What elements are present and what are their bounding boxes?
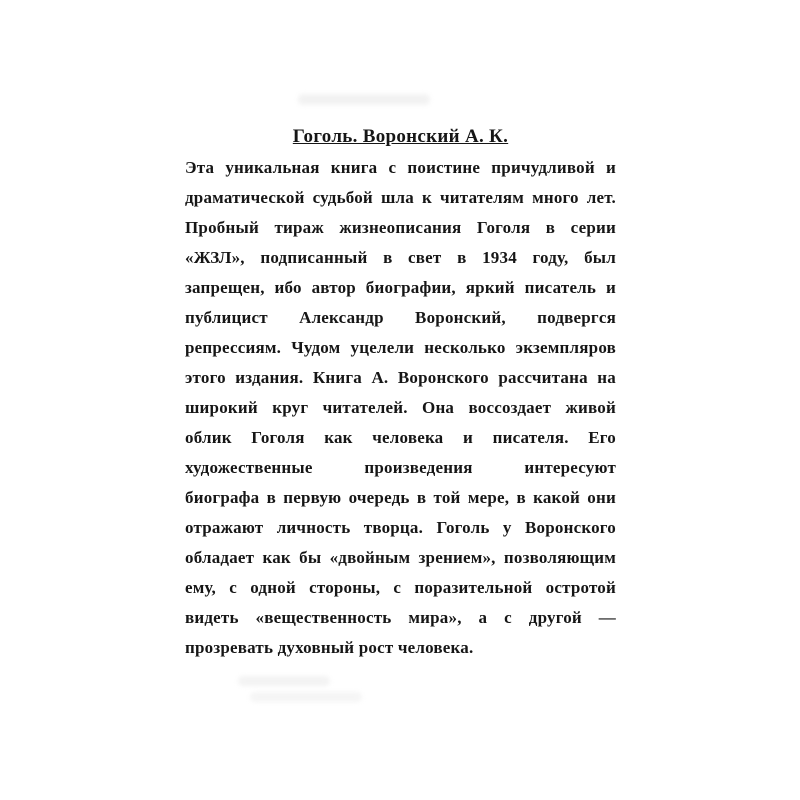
body-line: обладает как бы «двойным зрением», позволяющим (185, 548, 616, 567)
body-line: Эта уникальная книга с поистине причудливой и (185, 158, 616, 177)
body-line: облик Гоголя как человека и писателя. Его (185, 428, 616, 447)
body-line: художественные произведения интересуют (185, 458, 616, 477)
body-line: отражают личность творца. Гоголь у Воронского (185, 518, 616, 537)
faded-print-artifact (250, 692, 362, 702)
page-title: Гоголь. Воронский А. К. (292, 126, 509, 147)
faded-print-artifact (238, 676, 330, 686)
body-line: широкий круг читателей. Она воссоздает живой (185, 398, 616, 417)
faded-print-artifact (298, 94, 430, 105)
body-line: репрессиям. Чудом уцелели несколько экземпляров (185, 338, 616, 357)
body-line-last: прозревать духовный рост человека. (185, 638, 474, 657)
body-line: запрещен, ибо автор биографии, яркий писатель и (185, 278, 616, 297)
body-line: видеть «вещественность мира», а с другой — (185, 608, 616, 627)
body-line: Пробный тираж жизнеописания Гоголя в серии (185, 218, 616, 237)
text-block (185, 121, 616, 663)
body-line: этого издания. Книга А. Воронского рассчитана на (185, 368, 616, 387)
body-line: публицист Александр Воронский, подвергся (185, 308, 616, 327)
body-line: биографа в первую очередь в той мере, в какой они (185, 488, 616, 507)
body-line: «ЖЗЛ», подписанный в свет в 1934 году, был (185, 248, 616, 267)
body-line: драматической судьбой шла к читателям много лет. (185, 188, 616, 207)
body-line: ему, с одной стороны, с поразительной остротой (185, 578, 616, 597)
